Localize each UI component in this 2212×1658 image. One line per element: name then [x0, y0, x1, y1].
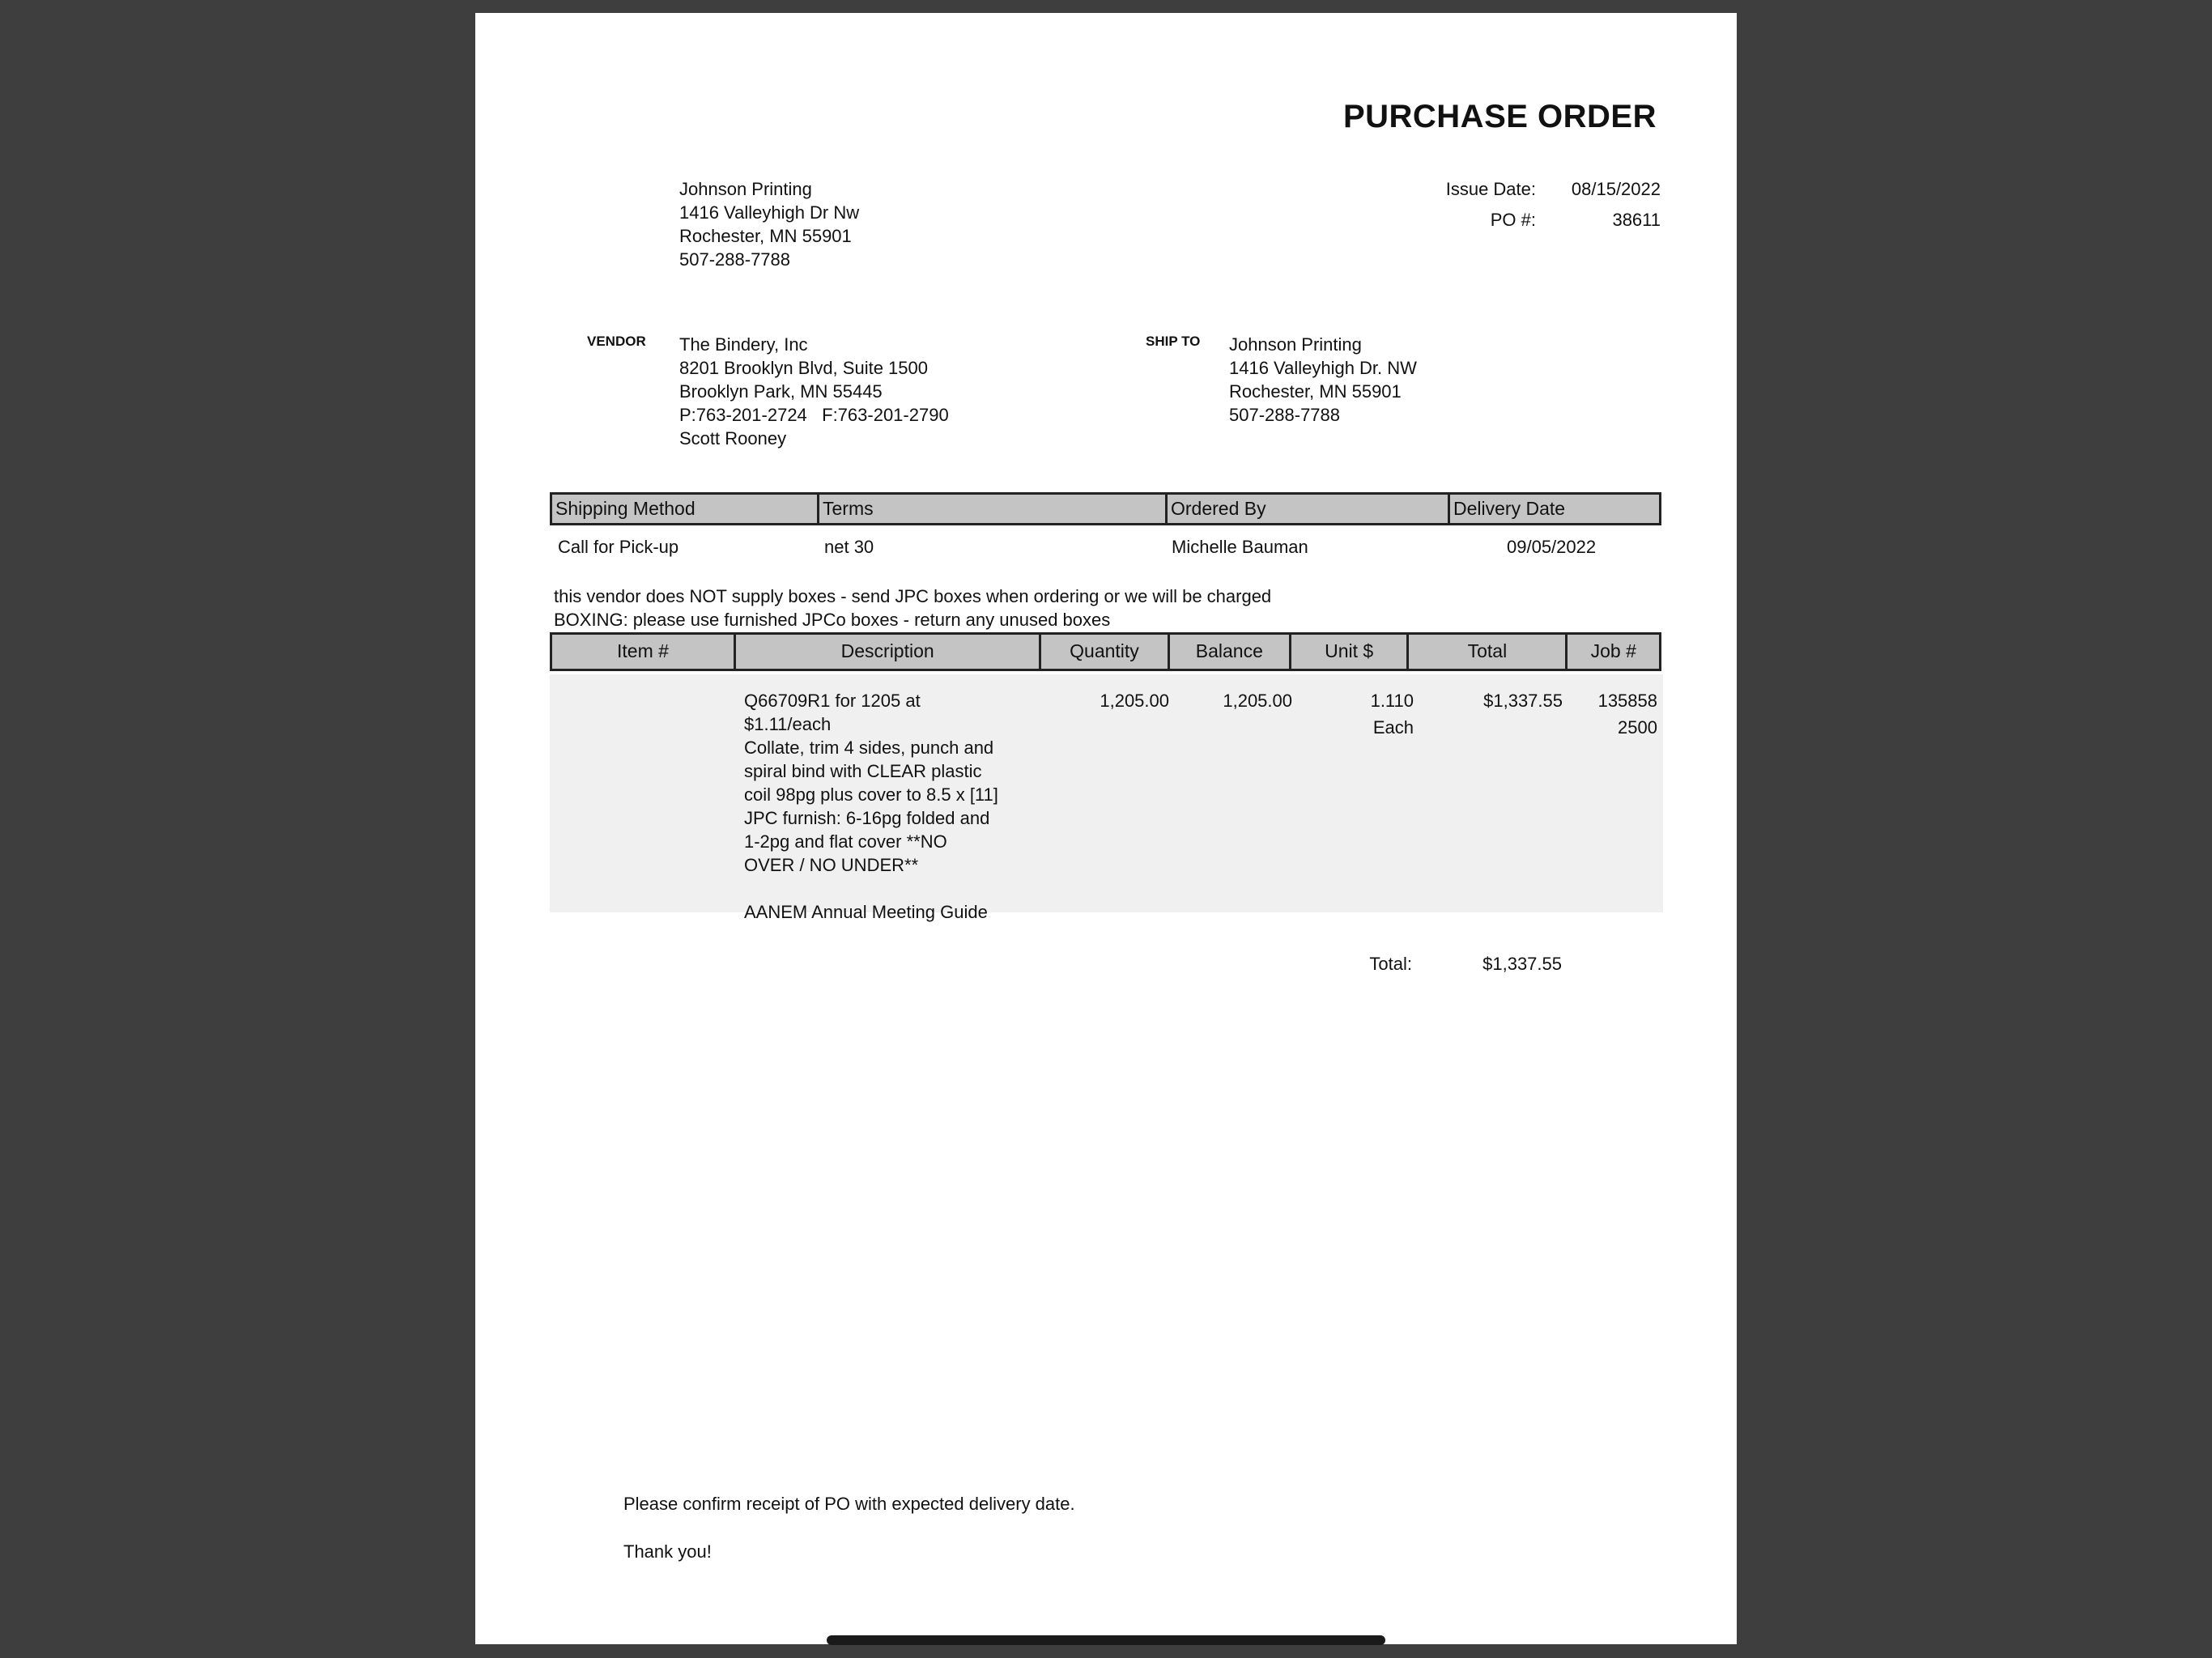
- home-indicator[interactable]: [827, 1635, 1385, 1645]
- po-number-label: PO #:: [1490, 210, 1536, 230]
- order-info-header: [550, 492, 1661, 525]
- description-line: OVER / NO UNDER**: [744, 855, 919, 875]
- vendor-contact: Scott Rooney: [679, 428, 787, 449]
- ship-to-name: Johnson Printing: [1229, 334, 1362, 355]
- ship-to-address-line1: 1416 Valleyhigh Dr. NW: [1229, 358, 1417, 378]
- ship-to-label: SHIP TO: [1146, 334, 1201, 349]
- vendor-label: VENDOR: [587, 334, 646, 349]
- ordered-by-value: Michelle Bauman: [1172, 537, 1308, 557]
- header-delivery-date: Delivery Date: [1453, 498, 1566, 519]
- description-line: Q66709R1 for 1205 at: [744, 691, 921, 711]
- company-address-line1: 1416 Valleyhigh Dr Nw: [679, 202, 860, 223]
- description-line: spiral bind with CLEAR plastic: [744, 761, 982, 781]
- vendor-name: The Bindery, Inc: [679, 334, 808, 355]
- header-balance: Balance: [1170, 635, 1291, 669]
- header-job-number: Job #: [1590, 640, 1636, 661]
- terms-value: net 30: [824, 537, 874, 557]
- footer-confirm-note: Please confirm receipt of PO with expected delivery date.: [623, 1494, 1075, 1514]
- item-job-number: 135858: [1597, 691, 1657, 711]
- ship-to-address-line2: Rochester, MN 55901: [1229, 381, 1402, 402]
- item-description: [744, 689, 998, 924]
- footer-thank-you: Thank you!: [623, 1541, 712, 1562]
- grand-total-value: $1,337.55: [1482, 954, 1562, 974]
- company-phone: 507-288-7788: [679, 249, 791, 270]
- item-total: $1,337.55: [1483, 691, 1563, 711]
- item-unit: Each: [1372, 717, 1414, 738]
- note-boxing: BOXING: please use furnished JPCo boxes - return any unused boxes: [554, 610, 1111, 630]
- description-line: coil 98pg plus cover to 8.5 x [11]: [744, 784, 998, 805]
- description-line: [744, 877, 998, 900]
- vendor-address-line2: Brooklyn Park, MN 55445: [679, 381, 883, 402]
- issue-date-value: 08/15/2022: [1571, 179, 1661, 199]
- description-line: $1.11/each: [744, 714, 832, 734]
- item-balance: 1,205.00: [1223, 691, 1292, 711]
- items-table-header: [550, 632, 1661, 671]
- shipping-method-value: Call for Pick-up: [558, 537, 679, 557]
- header-ordered-by: Ordered By: [1168, 495, 1450, 523]
- table-row: [550, 674, 1663, 922]
- issue-date-label: Issue Date:: [1445, 179, 1536, 199]
- header-description: Description: [736, 635, 1041, 669]
- vendor-address-line1: 8201 Brooklyn Blvd, Suite 1500: [679, 358, 928, 378]
- company-address-line2: Rochester, MN 55901: [679, 226, 852, 246]
- item-quantity: 1,205.00: [1100, 691, 1169, 711]
- document-title: PURCHASE ORDER: [1342, 99, 1657, 134]
- header-unit-price: Unit $: [1291, 635, 1409, 669]
- vendor-phone-fax: P:763-201-2724 F:763-201-2790: [679, 405, 949, 425]
- ship-to-phone: 507-288-7788: [1229, 405, 1341, 425]
- header-total: Total: [1409, 635, 1568, 669]
- company-address-block: [679, 177, 859, 271]
- header-shipping-method: Shipping Method: [552, 495, 819, 523]
- po-number-value: 38611: [1612, 210, 1661, 230]
- item-unit-price: 1.110: [1370, 691, 1414, 711]
- header-quantity: Quantity: [1041, 635, 1169, 669]
- ship-to-address-block: [1229, 333, 1417, 427]
- description-line: Collate, trim 4 sides, punch and: [744, 738, 994, 758]
- vendor-address-block: [679, 333, 949, 450]
- grand-total-label: Total:: [1369, 954, 1412, 974]
- note-boxes-supply: this vendor does NOT supply boxes - send JPC boxes when ordering or we will be charged: [554, 586, 1272, 606]
- description-line: 1-2pg and flat cover **NO: [744, 831, 947, 852]
- description-line: AANEM Annual Meeting Guide: [744, 902, 988, 922]
- document-page: [475, 13, 1737, 1644]
- company-name: Johnson Printing: [679, 179, 812, 199]
- header-item-number: Item #: [552, 635, 736, 669]
- header-terms: Terms: [819, 495, 1168, 523]
- item-job-quantity: 2500: [1618, 717, 1657, 738]
- delivery-date-value: 09/05/2022: [1507, 537, 1597, 557]
- description-line: JPC furnish: 6-16pg folded and: [744, 808, 990, 828]
